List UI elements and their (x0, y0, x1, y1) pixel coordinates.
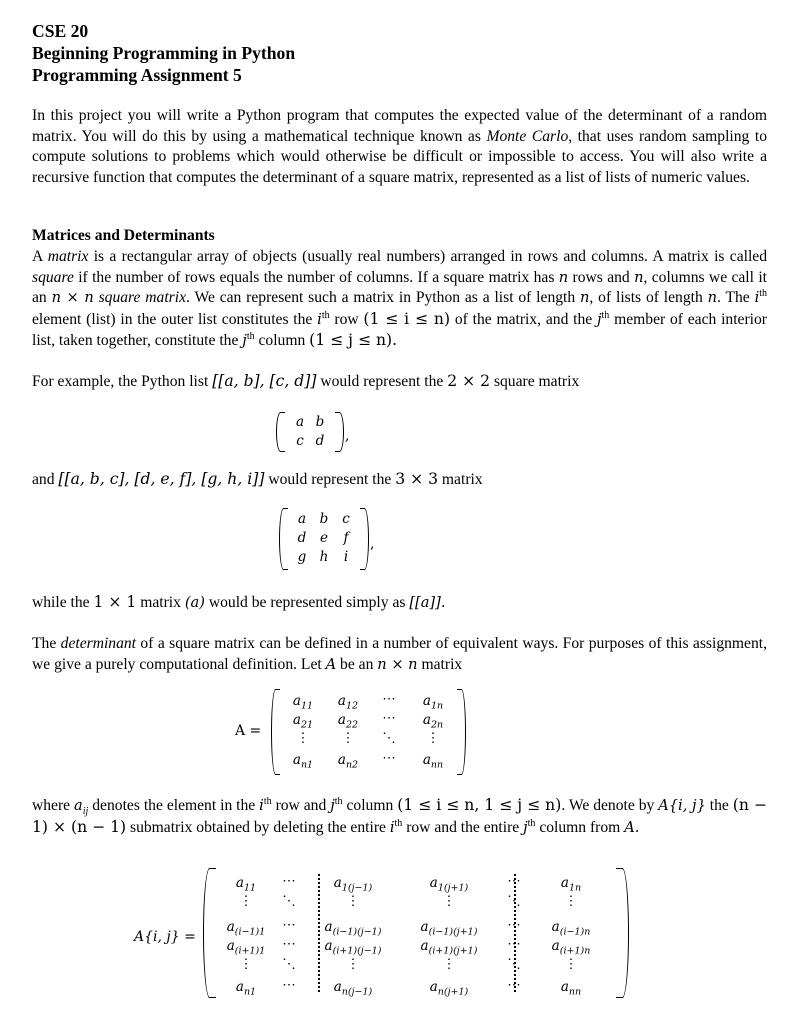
example-paragraph-2x2: For example, the Python list [[a, b], [c, d]] would represent the 2 × 2 square matrix (32, 372, 580, 390)
matrix-A: $a_{11}$ $a_{12}$ ⋯ $a_{1n}$ $a_{21}$ $a_{22}$ ⋯ $a_{2n}$ ⋮ ⋮ ⋱ ⋮ $a_{n1}$ $a_{n2}$ ⋯ $a_{nn}$ (271, 689, 466, 775)
matrix-cell: c (342, 511, 350, 527)
submatrix-paragraph: where $a_{ij}$ denotes the element in the $i^{th}$ row and $j^{th}$ column (1 ≤ i ≤ n, 1 ≤ j ≤ n). We denote by A{i, j} the (n − 1) × (n − 1) submatrix obtained by deleting the entire $i^{th}$ row and the entire $j^{th}$ column from A. (32, 795, 767, 836)
monte-carlo-term: Monte Carlo (486, 127, 569, 145)
submatrix-label: A{i, j} = (134, 929, 196, 945)
assignment-title: Programming Assignment 5 (32, 65, 242, 85)
intro-paragraph: In this project you will write a Python program that computes the expected value of the determinant of a random matrix. You will do this by using a mathematical technique known as Monte Carlo, that uses random sampling to compute solutions to problems which would otherwise be difficult or impossible to access. You will also write a recursive function that computes the determinant of a square matrix, represented as a list of lists of numeric values. (32, 107, 767, 186)
matrix-cell: d (315, 433, 325, 449)
A-label: A = (235, 723, 262, 739)
submatrix-Aij: $a_{11}$ ⋯ $a_{1(j-1)}$ $a_{1(j+1)}$ ⋯ $a_{1n}$ ⋮ ⋱ ⋮ ⋮ ⋱ ⋮ $a_{(i-1)1}$ ⋯ $a_{(i-1)(j-1)}$ $a_{(i-1)(j+1)}$ ⋯ $a_{(i-1)n}$ $a_{(i+1)1}$ ⋯ $a_{(i+1)(j-1)}$ $a_{(i+1)(j+1)}$ ⋯ $a_{(i+1)n}$ ⋮ ⋱ ⋮ ⋮ ⋱ ⋮ $a_{n1}$ ⋯ $a_{n(j-1)}$ $a_{n(j+1)}$ ⋯ $a_{nn}$ (203, 868, 629, 998)
matrix-cell: f (343, 530, 349, 546)
matrix-cell: b (315, 414, 325, 430)
matrix-cell: h (319, 549, 329, 565)
matrix-cell: c (296, 433, 304, 449)
matrix-2x2 (276, 412, 344, 452)
matrix-3x3 (279, 508, 369, 570)
course-code: CSE 20 (32, 21, 89, 41)
matrix-cell: i (343, 549, 349, 565)
matrix-cell: d (297, 530, 307, 546)
matrix-cell: g (297, 549, 307, 565)
matrix-cell: b (319, 511, 329, 527)
section-heading: Matrices and Determinants (32, 227, 215, 244)
matrix-cell: e (320, 530, 328, 546)
course-title: Beginning Programming in Python (32, 43, 296, 63)
matrix-cell: a (297, 511, 307, 527)
matrix-definition-paragraph: A matrix is a rectangular array of objects (usually real numbers) arranged in rows and columns. A matrix is called square if the number of rows equals the number of columns. If a square matrix has n rows and n, columns we call it an n × n square matrix. We can represent such a matrix in Python as a list of length n, of lists of length n. The $i^{th}$ element (list) in the outer list constitutes the $i^{th}$ row (1 ≤ i ≤ n) of the matrix, and the $j^{th}$ member of each interior list, taken together, constitute the $j^{th}$ column (1 ≤ j ≤ n). (32, 248, 768, 349)
matrix-cell: a (295, 414, 305, 430)
determinant-paragraph: The determinant of a square matrix can be defined in a number of equivalent ways. For purposes of this assignment, we give a purely computational definition. Let A be an n × n matrix (32, 635, 767, 673)
example-paragraph-3x3: and [[a, b, c], [d, e, f], [g, h, i]] would represent the 3 × 3 matrix (32, 470, 483, 488)
example-paragraph-1x1: while the 1 × 1 matrix (a) would be represented simply as [[a]]. (32, 593, 446, 611)
